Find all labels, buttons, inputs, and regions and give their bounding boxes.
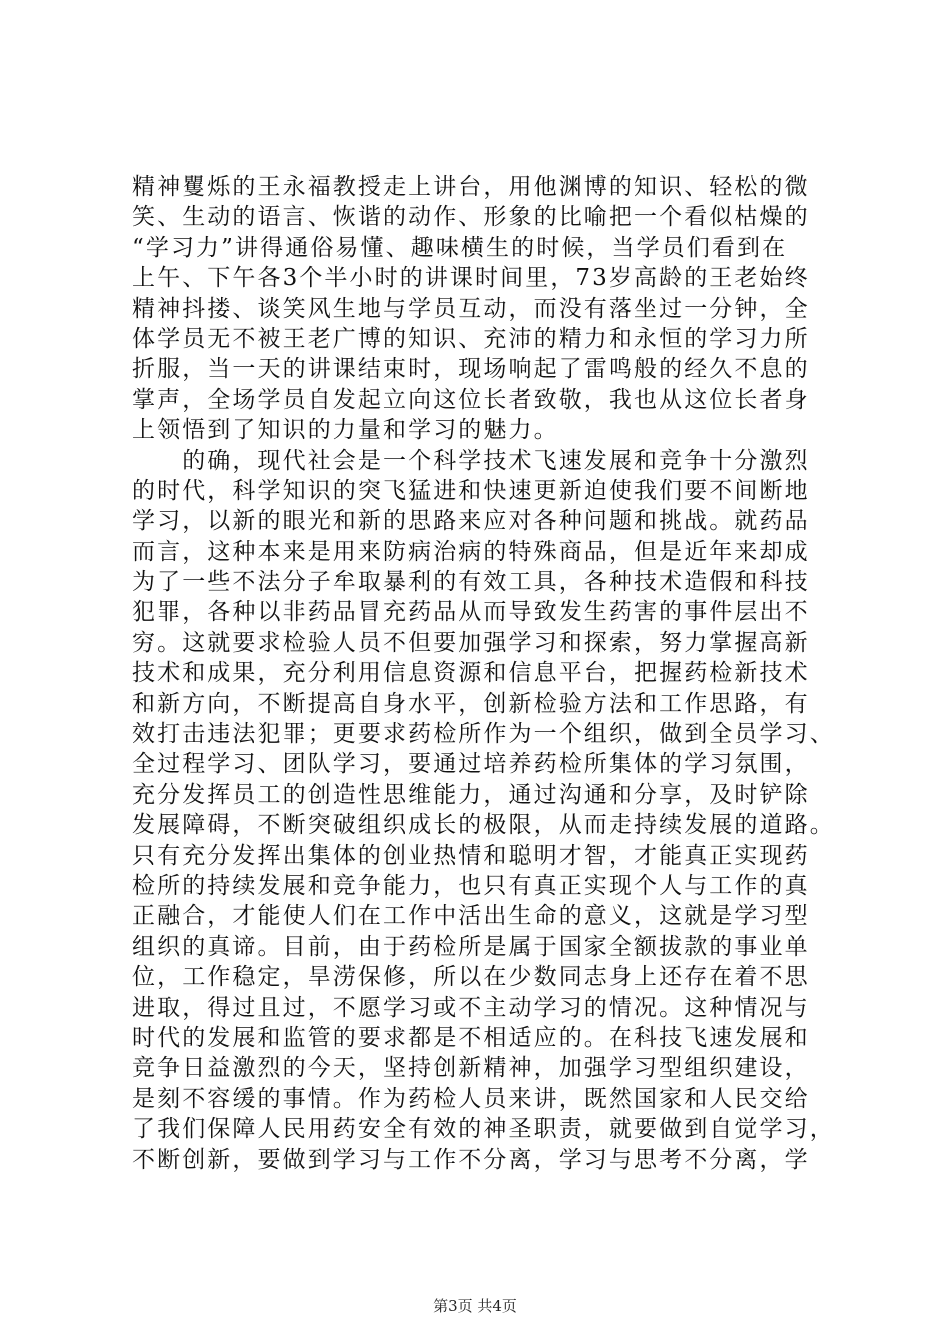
text-line: 精神矍烁的王永福教授走上讲台，用他渊博的知识、轻松的微 <box>132 174 810 200</box>
text-line: 正融合，才能使人们在工作中活出生命的意义，这就是学习型 <box>132 903 810 930</box>
text-line: 只有充分发挥出集体的创业热情和聪明才智，才能真正实现药 <box>132 842 810 869</box>
text-line: 学习，以新的眼光和新的思路来应对各种问题和挑战。就药品 <box>132 508 810 535</box>
text-line: 而言，这种本来是用来防病治病的特殊商品，但是近年来却成 <box>132 538 810 565</box>
text-line: 笑、生动的语言、恢谐的动作、形象的比喻把一个看似枯燥的 <box>132 204 810 231</box>
text-line: 检所的持续发展和竞争能力，也只有真正实现个人与工作的真 <box>132 872 810 899</box>
text-line: 穷。这就要求检验人员不但要加强学习和探索，努力掌握高新 <box>132 629 810 656</box>
text-line: 体学员无不被王老广博的知识、充沛的精力和永恒的学习力所 <box>132 325 810 352</box>
text-line: 进取，得过且过，不愿学习或不主动学习的情况。这种情况与 <box>132 994 810 1021</box>
text-line: 上午、下午各3个半小时的讲课时间里，73岁高龄的王老始终 <box>132 265 810 292</box>
text-line: 犯罪，各种以非药品冒充药品从而导致发生药害的事件层出不 <box>132 599 810 626</box>
text-line: 充分发挥员工的创造性思维能力，通过沟通和分享，及时铲除 <box>132 781 810 808</box>
text-line: 组织的真谛。目前，由于药检所是属于国家全额拔款的事业单 <box>132 933 810 960</box>
text-line: “学习力”讲得通俗易懂、趣味横生的时候，当学员们看到在 <box>132 234 788 261</box>
text-line: 折服，当一天的讲课结束时，现场响起了雷鸣般的经久不息的 <box>132 356 810 383</box>
text-line: 发展障碍，不断突破组织成长的极限，从而走持续发展的道路。 <box>132 812 835 839</box>
text-line: 掌声，全场学员自发起立向这位长者致敬，我也从这位长者身 <box>132 386 810 413</box>
text-line: 和新方向，不断提高自身水平，创新检验方法和工作思路，有 <box>132 690 810 717</box>
body-text <box>132 172 835 1175</box>
text-line: 了我们保障人民用药安全有效的神圣职责，就要做到自觉学习， <box>132 1116 835 1143</box>
text-line: 的时代，科学知识的突飞猛进和快速更新迫使我们要不间断地 <box>132 477 810 504</box>
text-line: 为了一些不法分子牟取暴利的有效工具，各种技术造假和科技 <box>132 569 810 596</box>
text-line: 全过程学习、团队学习，要通过培养药检所集体的学习氛围， <box>132 751 810 778</box>
page-number-footer: 第3页 共4页 <box>433 1297 517 1315</box>
text-line: 是刻不容缓的事情。作为药检人员来讲，既然国家和人民交给 <box>132 1085 810 1112</box>
text-line: 上领悟到了知识的力量和学习的魅力。 <box>132 417 559 444</box>
text-line: 精神抖搂、谈笑风生地与学员互动，而没有落坐过一分钟，全 <box>132 295 810 322</box>
text-line: 技术和成果，充分利用信息资源和信息平台，把握药检新技术 <box>132 660 810 687</box>
text-line: 的确，现代社会是一个科学技术飞速发展和竞争十分激烈 <box>132 447 810 474</box>
text-line: 不断创新，要做到学习与工作不分离，学习与思考不分离，学 <box>132 1146 810 1173</box>
text-line: 位，工作稳定，旱涝保修，所以在少数同志身上还存在着不思 <box>132 964 810 991</box>
text-line: 竞争日益激烈的今天，坚持创新精神，加强学习型组织建设， <box>132 1055 810 1082</box>
text-line: 效打击违法犯罪；更要求药检所作为一个组织，做到全员学习、 <box>132 721 835 748</box>
text-line: 时代的发展和监管的要求都是不相适应的。在科技飞速发展和 <box>132 1024 810 1051</box>
